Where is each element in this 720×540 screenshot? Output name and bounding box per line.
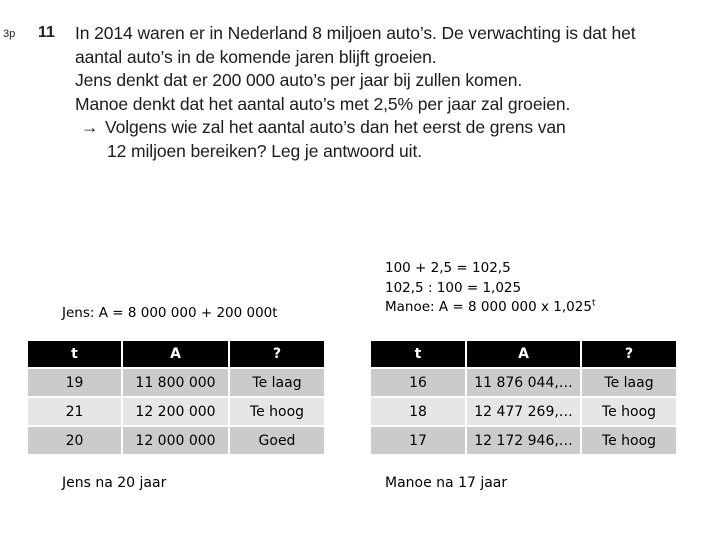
manoe-calculation bbox=[385, 259, 595, 318]
table-row bbox=[28, 398, 324, 425]
header-a: A bbox=[467, 341, 580, 367]
cell-t: 18 bbox=[371, 398, 465, 425]
cell-result: Te laag bbox=[582, 369, 676, 396]
header-result: ? bbox=[230, 341, 324, 367]
header-t: t bbox=[28, 341, 121, 367]
manoe-formula-exponent: t bbox=[591, 298, 596, 309]
cell-t: 16 bbox=[371, 369, 465, 396]
header-t: t bbox=[371, 341, 465, 367]
question-line: In 2014 waren er in Nederland 8 miljoen auto’s. De verwachting is dat het bbox=[75, 23, 636, 43]
cell-a: 12 200 000 bbox=[123, 398, 228, 425]
jens-table bbox=[26, 339, 326, 456]
manoe-table bbox=[369, 339, 678, 456]
task-text: Volgens wie zal het aantal auto’s dan het eerst de grens van bbox=[105, 117, 566, 137]
cell-a: 11 876 044,… bbox=[467, 369, 580, 396]
manoe-calc-line: 102,5 : 100 = 1,025 bbox=[385, 279, 522, 296]
question-line: Manoe denkt dat het aantal auto’s met 2,5% per jaar zal groeien. bbox=[75, 93, 571, 114]
question-number: 11 bbox=[38, 24, 55, 41]
cell-result: Te hoog bbox=[582, 398, 676, 425]
manoe-calc-line: 100 + 2,5 = 102,5 bbox=[385, 260, 511, 276]
cell-result: Te hoog bbox=[582, 427, 676, 454]
cell-t: 19 bbox=[28, 369, 121, 396]
table-row bbox=[371, 369, 676, 396]
table-row bbox=[28, 369, 324, 396]
table-row bbox=[371, 398, 676, 425]
task-line-continuation: 12 miljoen bereiken? Leg je antwoord uit. bbox=[107, 140, 422, 161]
table-header-row bbox=[371, 341, 676, 367]
task-line bbox=[75, 116, 636, 140]
question-line: aantal auto’s in de komende jaren blijft groeien. bbox=[75, 46, 437, 67]
cell-result: Te hoog bbox=[230, 398, 324, 425]
cell-t: 17 bbox=[371, 427, 465, 454]
manoe-conclusion: Manoe na 17 jaar bbox=[385, 475, 508, 491]
question-text bbox=[75, 22, 636, 163]
cell-result: Te laag bbox=[230, 369, 324, 396]
table-row bbox=[371, 427, 676, 454]
cell-a: 12 000 000 bbox=[123, 427, 228, 454]
table-row bbox=[28, 427, 324, 454]
manoe-formula bbox=[385, 298, 595, 318]
cell-t: 20 bbox=[28, 427, 121, 454]
table-header-row bbox=[28, 341, 324, 367]
arrow-right-icon: → bbox=[81, 117, 99, 137]
cell-a: 11 800 000 bbox=[123, 369, 228, 396]
manoe-formula-base: Manoe: A = 8 000 000 x 1,025 bbox=[385, 299, 592, 315]
question-points: 3p bbox=[3, 28, 16, 40]
jens-conclusion: Jens na 20 jaar bbox=[62, 475, 167, 491]
cell-a: 12 477 269,… bbox=[467, 398, 580, 425]
jens-formula: Jens: A = 8 000 000 + 200 000t bbox=[62, 305, 278, 321]
header-result: ? bbox=[582, 341, 676, 367]
cell-t: 21 bbox=[28, 398, 121, 425]
cell-a: 12 172 946,… bbox=[467, 427, 580, 454]
question-line: Jens denkt dat er 200 000 auto’s per jaar bij zullen komen. bbox=[75, 70, 523, 90]
header-a: A bbox=[123, 341, 228, 367]
cell-result: Goed bbox=[230, 427, 324, 454]
